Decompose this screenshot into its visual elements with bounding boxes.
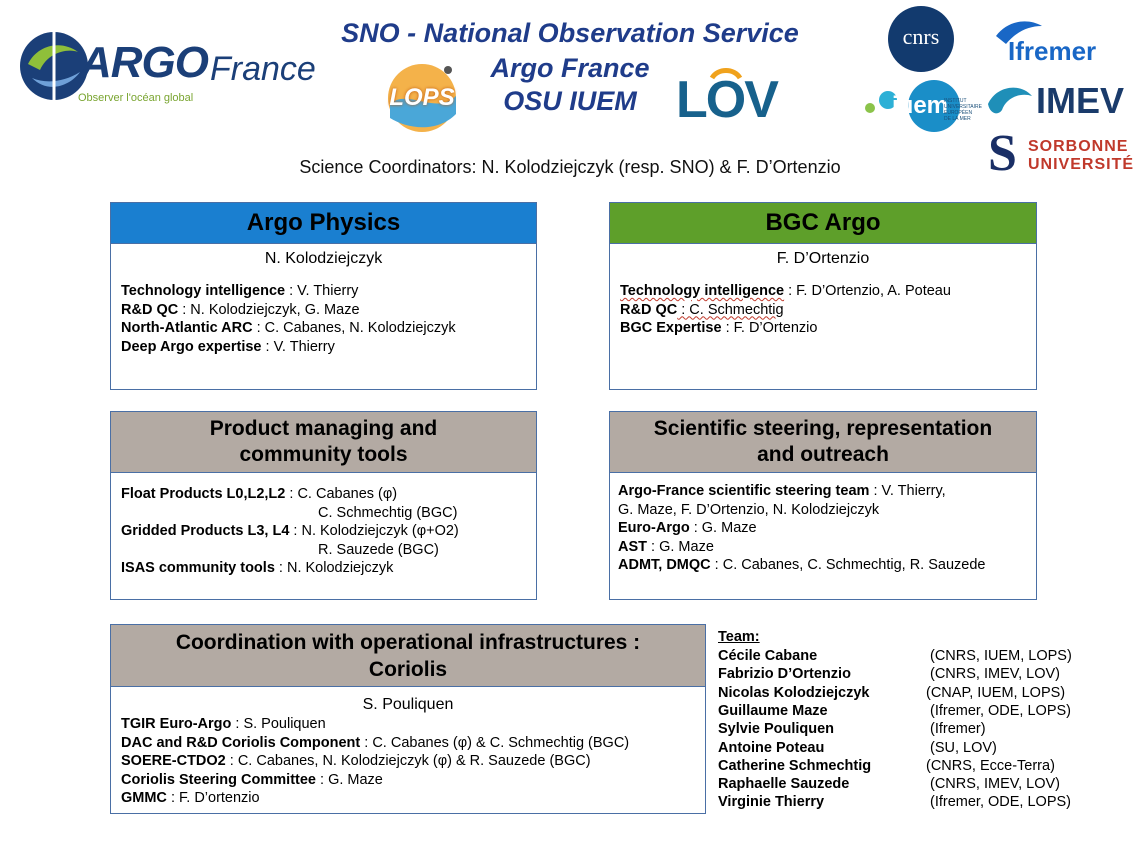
coriolis-line: SOERE-CTDO2 : C. Cabanes, N. Kolodziejczyk (φ) & R. Sauzede (BGC) [121,753,591,769]
argo-physics-lead: N. Kolodziejczyk [264,250,383,267]
argo-france-word: France [210,50,316,88]
coriolis-title-line: Coordination with operational infrastructures : [175,630,641,654]
product-title-line: Product managing and [209,417,438,440]
ifremer-logo: Ifremer [994,16,1114,68]
team-member: Cécile Cabane (CNRS, IUEM, LOPS) [718,648,1072,664]
bgc-argo-box [609,202,1037,390]
steering-line: Euro-Argo : G. Maze [618,520,757,536]
product-line: ISAS community tools : N. Kolodziejczyk [121,560,394,576]
coriolis-lines [121,715,695,808]
team-member: Sylvie Pouliquen (Ifremer) [718,721,986,738]
team-member: Raphaelle Sauzede (CNRS, IMEV, LOV) [718,776,1060,793]
coriolis-title-line: Coriolis [368,657,448,681]
scientific-steering-box [609,411,1037,600]
argo-wordmark: ARGO [80,38,208,87]
coriolis-title [111,625,705,687]
product-managing-box [110,411,537,600]
bgc-argo-lead: F. D’Ortenzio [776,250,870,267]
steering-line: Argo-France scientific steering team : V. Thierry, [618,483,946,499]
physics-line: R&D QC : N. Kolodziejczyk, G. Maze [121,301,360,318]
argo-physics-box [110,202,537,390]
product-lines [121,485,526,585]
product-line: R. Sauzede (BGC) [318,541,439,558]
argo-physics-title: Argo Physics [111,203,536,244]
bgc-argo-lines [620,282,1026,338]
title-line-2: Argo France [490,53,650,83]
bgc-argo-title: BGC Argo [610,203,1036,244]
argo-physics-lines [121,282,526,356]
team-member: Antoine Poteau (SU, LOV) [718,739,997,756]
steering-line: AST : G. Maze [618,538,714,555]
imev-logo: IMEV [986,76,1126,126]
team-member: Virginie Thierry (Ifremer, ODE, LOPS) [718,794,1071,811]
scientific-steering-title [610,412,1036,473]
coriolis-lead: S. Pouliquen [362,696,454,713]
product-managing-title [111,412,536,473]
product-title-line: community tools [239,443,408,466]
bgc-line: R&D QC : C. Schmechtig [620,301,784,318]
team-member: Guillaume Maze (Ifremer, ODE, LOPS) [718,702,1071,719]
cnrs-logo: cnrs [886,4,956,74]
steering-title-line: and outreach [757,443,889,466]
product-line: C. Schmechtig (BGC) [318,504,458,521]
team-member: Nicolas Kolodziejczyk (CNAP, IUEM, LOPS) [718,684,1066,701]
coriolis-line: GMMC : F. D’ortenzio [121,790,260,806]
team-member: Fabrizio D’Ortenzio (CNRS, IMEV, LOV) [718,666,1060,683]
sorbonne-s-icon: S [988,125,1017,182]
sorbonne-logo: S SORBONNE UNIVERSITÉ [988,125,1135,182]
product-line: Float Products L0,L2,L2 : C. Cabanes (φ) [121,486,398,502]
title-line-1: SNO - National Observation Service [341,18,799,48]
team-member: Catherine Schmechtig (CNRS, Ecce-Terra) [718,757,1055,774]
bgc-line: Technology intelligence : F. D’Ortenzio, A. Poteau [620,283,951,299]
steering-line: ADMT, DMQC : C. Cabanes, C. Schmechtig, R. Sauzede [618,557,986,573]
lov-logo: LOV [676,71,777,129]
team-section [718,629,1128,819]
title-line-3: OSU IUEM [503,86,637,116]
coriolis-line: DAC and R&D Coriolis Component : C. Cabanes (φ) & C. Schmechtig (BGC) [121,734,630,751]
argo-tagline: Observer l'océan global [78,92,194,104]
product-line: Gridded Products L3, L4 : N. Kolodziejczyk (φ+O2) [121,523,459,539]
physics-line: Technology intelligence : V. Thierry [121,283,359,299]
coriolis-box [110,624,706,814]
coriolis-line: TGIR Euro-Argo : S. Pouliquen [121,716,326,732]
science-coordinators: Science Coordinators: N. Kolodziejczyk (resp. SNO) & F. D’Ortenzio [299,157,841,177]
steering-line: G. Maze, F. D’Ortenzio, N. Kolodziejczyk [618,501,880,518]
lops-logo: LOPS [378,58,466,134]
team-list [718,648,1128,818]
bgc-line: BGC Expertise : F. D’Ortenzio [620,320,818,336]
team-title: Team: [718,629,760,645]
coriolis-line: Coriolis Steering Committee : G. Maze [121,771,383,788]
steering-title-line: Scientific steering, representation [653,417,993,440]
iuem-logo: iuem INSTITUT UNIVERSITAIRE EUROPÉEN DE LA MER [862,80,980,132]
steering-lines [618,482,1026,575]
physics-line: Deep Argo expertise : V. Thierry [121,338,335,355]
physics-line: North-Atlantic ARC : C. Cabanes, N. Kolodziejczyk [121,320,456,336]
